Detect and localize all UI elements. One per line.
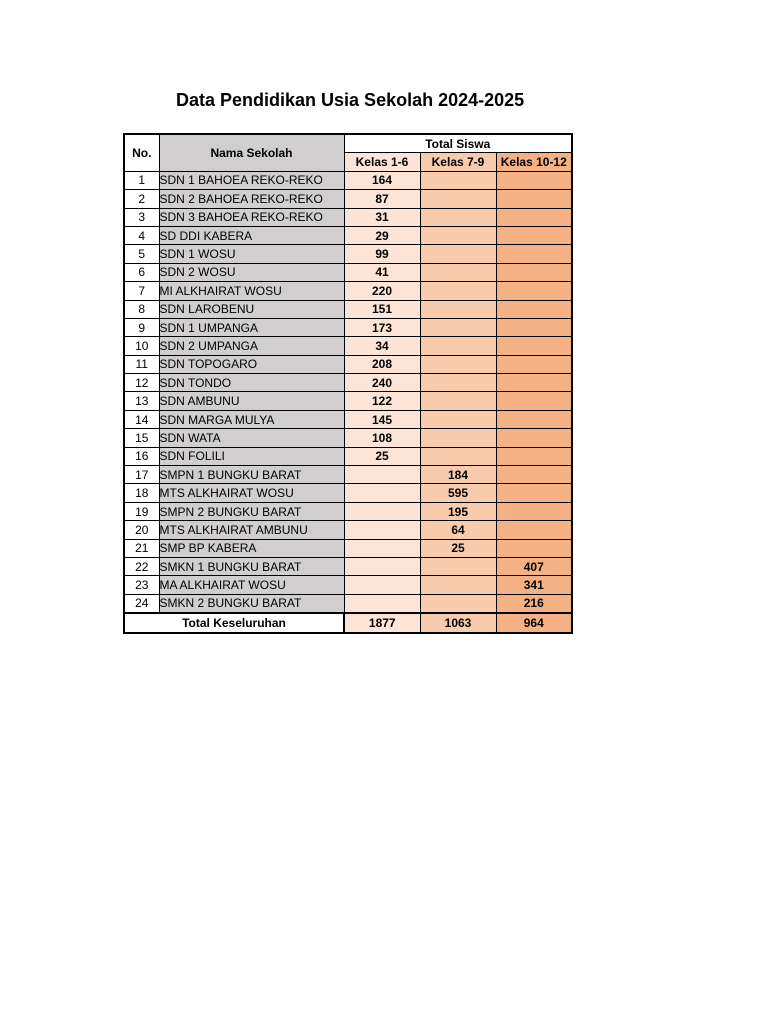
kelas-10-12-value: 216 [496, 594, 572, 613]
kelas-10-12-value [496, 355, 572, 373]
kelas-10-12-value: 341 [496, 576, 572, 594]
row-number: 2 [124, 190, 159, 208]
kelas-1-6-value: 25 [344, 447, 420, 465]
school-name: SMKN 1 BUNGKU BARAT [159, 557, 344, 575]
table-row [124, 300, 572, 318]
kelas-10-12-value [496, 337, 572, 355]
table-row [124, 226, 572, 244]
kelas-10-12-value [496, 429, 572, 447]
kelas-10-12-value [496, 208, 572, 226]
school-name: SDN 1 BAHOEA REKO-REKO [159, 171, 344, 189]
school-name: MTS ALKHAIRAT AMBUNU [159, 521, 344, 539]
kelas-1-6-value: 173 [344, 318, 420, 336]
kelas-1-6-value: 34 [344, 337, 420, 355]
kelas-7-9-value: 25 [420, 539, 496, 557]
school-name: SD DDI KABERA [159, 226, 344, 244]
table-row [124, 447, 572, 465]
kelas-1-6-value [344, 594, 420, 613]
row-number: 5 [124, 245, 159, 263]
row-number: 20 [124, 521, 159, 539]
table-row [124, 245, 572, 263]
school-name: SDN FOLILI [159, 447, 344, 465]
school-name: SDN 3 BAHOEA REKO-REKO [159, 208, 344, 226]
kelas-10-12-value [496, 245, 572, 263]
total-kelas-1-6: 1877 [344, 613, 420, 633]
kelas-7-9-value [420, 410, 496, 428]
header-kelas-7-9: Kelas 7-9 [420, 153, 496, 171]
table-row [124, 171, 572, 189]
table-row [124, 594, 572, 613]
row-number: 17 [124, 466, 159, 484]
total-label: Total Keseluruhan [124, 613, 344, 633]
table-row [124, 374, 572, 392]
page-title: Data Pendidikan Usia Sekolah 2024-2025 [176, 90, 525, 110]
kelas-1-6-value: 122 [344, 392, 420, 410]
kelas-1-6-value [344, 557, 420, 575]
kelas-7-9-value: 595 [420, 484, 496, 502]
school-name: SDN AMBUNU [159, 392, 344, 410]
kelas-7-9-value: 64 [420, 521, 496, 539]
school-name: SMKN 2 BUNGKU BARAT [159, 594, 344, 613]
kelas-10-12-value [496, 521, 572, 539]
kelas-1-6-value: 151 [344, 300, 420, 318]
kelas-7-9-value: 184 [420, 466, 496, 484]
row-number: 1 [124, 171, 159, 189]
kelas-10-12-value [496, 466, 572, 484]
kelas-10-12-value [496, 539, 572, 557]
kelas-1-6-value [344, 484, 420, 502]
school-name: MA ALKHAIRAT WOSU [159, 576, 344, 594]
table-row [124, 337, 572, 355]
kelas-10-12-value [496, 300, 572, 318]
row-number: 8 [124, 300, 159, 318]
table-row [124, 429, 572, 447]
school-name: SDN 2 BAHOEA REKO-REKO [159, 190, 344, 208]
row-number: 23 [124, 576, 159, 594]
kelas-7-9-value [420, 300, 496, 318]
school-name: SDN MARGA MULYA [159, 410, 344, 428]
school-name: SMPN 2 BUNGKU BARAT [159, 502, 344, 520]
header-kelas-10-12: Kelas 10-12 [496, 153, 572, 171]
row-number: 9 [124, 318, 159, 336]
total-kelas-7-9: 1063 [420, 613, 496, 633]
table-row [124, 539, 572, 557]
table-row [124, 190, 572, 208]
table-row [124, 521, 572, 539]
school-name: SDN 1 UMPANGA [159, 318, 344, 336]
kelas-1-6-value: 87 [344, 190, 420, 208]
kelas-1-6-value: 208 [344, 355, 420, 373]
kelas-10-12-value [496, 447, 572, 465]
kelas-7-9-value [420, 576, 496, 594]
school-data-table [123, 133, 573, 634]
row-number: 19 [124, 502, 159, 520]
kelas-1-6-value [344, 539, 420, 557]
kelas-7-9-value [420, 208, 496, 226]
kelas-7-9-value [420, 374, 496, 392]
kelas-1-6-value: 164 [344, 171, 420, 189]
kelas-1-6-value [344, 576, 420, 594]
header-school-name: Nama Sekolah [159, 134, 344, 171]
school-name: MI ALKHAIRAT WOSU [159, 282, 344, 300]
kelas-1-6-value [344, 502, 420, 520]
kelas-7-9-value [420, 190, 496, 208]
row-number: 16 [124, 447, 159, 465]
table-row [124, 557, 572, 575]
kelas-10-12-value [496, 392, 572, 410]
kelas-7-9-value [420, 557, 496, 575]
row-number: 10 [124, 337, 159, 355]
school-name: SDN WATA [159, 429, 344, 447]
table-row [124, 466, 572, 484]
kelas-7-9-value [420, 245, 496, 263]
row-number: 24 [124, 594, 159, 613]
table-body [124, 171, 572, 613]
school-name: SMP BP KABERA [159, 539, 344, 557]
kelas-7-9-value [420, 171, 496, 189]
row-number: 13 [124, 392, 159, 410]
kelas-10-12-value [496, 318, 572, 336]
kelas-10-12-value: 407 [496, 557, 572, 575]
kelas-7-9-value [420, 392, 496, 410]
kelas-10-12-value [496, 190, 572, 208]
row-number: 15 [124, 429, 159, 447]
row-number: 3 [124, 208, 159, 226]
row-number: 6 [124, 263, 159, 281]
kelas-10-12-value [496, 226, 572, 244]
kelas-10-12-value [496, 171, 572, 189]
kelas-7-9-value [420, 318, 496, 336]
table-row [124, 282, 572, 300]
table-row [124, 576, 572, 594]
kelas-10-12-value [496, 502, 572, 520]
kelas-7-9-value: 195 [420, 502, 496, 520]
table-row [124, 208, 572, 226]
school-name: SDN 2 WOSU [159, 263, 344, 281]
row-number: 14 [124, 410, 159, 428]
kelas-7-9-value [420, 594, 496, 613]
row-number: 7 [124, 282, 159, 300]
row-number: 12 [124, 374, 159, 392]
kelas-7-9-value [420, 282, 496, 300]
kelas-10-12-value [496, 282, 572, 300]
kelas-1-6-value [344, 521, 420, 539]
table-row [124, 502, 572, 520]
kelas-1-6-value: 240 [344, 374, 420, 392]
kelas-1-6-value: 41 [344, 263, 420, 281]
total-kelas-10-12: 964 [496, 613, 572, 633]
school-name: SDN 2 UMPANGA [159, 337, 344, 355]
kelas-1-6-value [344, 466, 420, 484]
school-name: SDN LAROBENU [159, 300, 344, 318]
kelas-7-9-value [420, 337, 496, 355]
table-row [124, 410, 572, 428]
total-row [124, 613, 572, 633]
header-kelas-1-6: Kelas 1-6 [344, 153, 420, 171]
school-name: MTS ALKHAIRAT WOSU [159, 484, 344, 502]
school-name: SDN TOPOGARO [159, 355, 344, 373]
school-name: SDN 1 WOSU [159, 245, 344, 263]
row-number: 4 [124, 226, 159, 244]
row-number: 21 [124, 539, 159, 557]
school-name: SMPN 1 BUNGKU BARAT [159, 466, 344, 484]
kelas-7-9-value [420, 226, 496, 244]
kelas-1-6-value: 145 [344, 410, 420, 428]
kelas-10-12-value [496, 410, 572, 428]
table-row [124, 263, 572, 281]
kelas-10-12-value [496, 374, 572, 392]
kelas-10-12-value [496, 263, 572, 281]
school-name: SDN TONDO [159, 374, 344, 392]
kelas-1-6-value: 99 [344, 245, 420, 263]
row-number: 18 [124, 484, 159, 502]
table-row [124, 318, 572, 336]
kelas-1-6-value: 108 [344, 429, 420, 447]
header-no: No. [124, 134, 159, 171]
kelas-1-6-value: 29 [344, 226, 420, 244]
kelas-1-6-value: 220 [344, 282, 420, 300]
kelas-7-9-value [420, 447, 496, 465]
header-row-top [124, 134, 572, 153]
table-row [124, 484, 572, 502]
kelas-1-6-value: 31 [344, 208, 420, 226]
kelas-7-9-value [420, 355, 496, 373]
table-row [124, 392, 572, 410]
header-total-siswa: Total Siswa [344, 134, 572, 153]
kelas-10-12-value [496, 484, 572, 502]
kelas-7-9-value [420, 263, 496, 281]
row-number: 22 [124, 557, 159, 575]
table-row [124, 355, 572, 373]
row-number: 11 [124, 355, 159, 373]
kelas-7-9-value [420, 429, 496, 447]
